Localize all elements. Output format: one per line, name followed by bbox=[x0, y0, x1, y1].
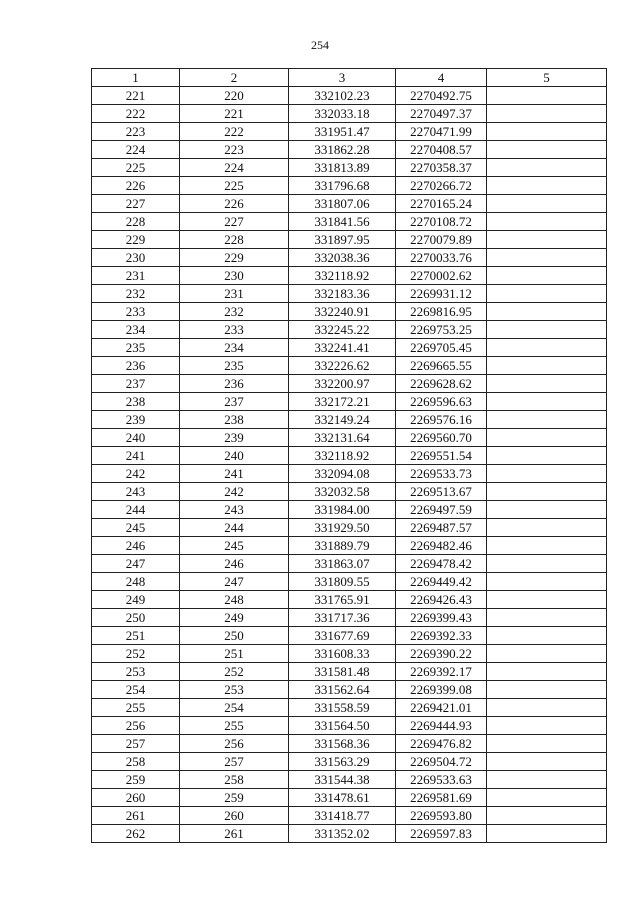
table-row bbox=[92, 501, 607, 519]
x-coordinate-cell: 332033.18 bbox=[289, 105, 396, 123]
previous-point-cell: 236 bbox=[180, 375, 289, 393]
table-row bbox=[92, 681, 607, 699]
point-number-cell: 244 bbox=[92, 501, 180, 519]
point-number-cell: 222 bbox=[92, 105, 180, 123]
table-row bbox=[92, 105, 607, 123]
y-coordinate-cell: 2269513.67 bbox=[396, 483, 487, 501]
x-coordinate-cell: 331765.91 bbox=[289, 591, 396, 609]
x-coordinate-cell: 331862.28 bbox=[289, 141, 396, 159]
table-row bbox=[92, 465, 607, 483]
x-coordinate-cell: 332241.41 bbox=[289, 339, 396, 357]
column-header-5: 5 bbox=[487, 69, 607, 87]
y-coordinate-cell: 2269497.59 bbox=[396, 501, 487, 519]
y-coordinate-cell: 2269597.83 bbox=[396, 825, 487, 843]
previous-point-cell: 246 bbox=[180, 555, 289, 573]
note-cell bbox=[487, 429, 607, 447]
x-coordinate-cell: 331563.29 bbox=[289, 753, 396, 771]
y-coordinate-cell: 2269476.82 bbox=[396, 735, 487, 753]
note-cell bbox=[487, 573, 607, 591]
y-coordinate-cell: 2269576.16 bbox=[396, 411, 487, 429]
previous-point-cell: 241 bbox=[180, 465, 289, 483]
note-cell bbox=[487, 501, 607, 519]
table-row bbox=[92, 609, 607, 627]
previous-point-cell: 235 bbox=[180, 357, 289, 375]
previous-point-cell: 250 bbox=[180, 627, 289, 645]
note-cell bbox=[487, 141, 607, 159]
table-row bbox=[92, 177, 607, 195]
x-coordinate-cell: 332149.24 bbox=[289, 411, 396, 429]
table-row bbox=[92, 699, 607, 717]
previous-point-cell: 259 bbox=[180, 789, 289, 807]
y-coordinate-cell: 2270108.72 bbox=[396, 213, 487, 231]
table-row bbox=[92, 159, 607, 177]
point-number-cell: 245 bbox=[92, 519, 180, 537]
note-cell bbox=[487, 321, 607, 339]
table-row bbox=[92, 627, 607, 645]
x-coordinate-cell: 332172.21 bbox=[289, 393, 396, 411]
y-coordinate-cell: 2269399.08 bbox=[396, 681, 487, 699]
x-coordinate-cell: 332102.23 bbox=[289, 87, 396, 105]
x-coordinate-cell: 331841.56 bbox=[289, 213, 396, 231]
table-row bbox=[92, 321, 607, 339]
table-row bbox=[92, 249, 607, 267]
previous-point-cell: 233 bbox=[180, 321, 289, 339]
point-number-cell: 235 bbox=[92, 339, 180, 357]
point-number-cell: 228 bbox=[92, 213, 180, 231]
x-coordinate-cell: 331478.61 bbox=[289, 789, 396, 807]
point-number-cell: 247 bbox=[92, 555, 180, 573]
table-row bbox=[92, 771, 607, 789]
previous-point-cell: 225 bbox=[180, 177, 289, 195]
x-coordinate-cell: 331863.07 bbox=[289, 555, 396, 573]
x-coordinate-cell: 332245.22 bbox=[289, 321, 396, 339]
previous-point-cell: 252 bbox=[180, 663, 289, 681]
y-coordinate-cell: 2270492.75 bbox=[396, 87, 487, 105]
y-coordinate-cell: 2270471.99 bbox=[396, 123, 487, 141]
point-number-cell: 242 bbox=[92, 465, 180, 483]
y-coordinate-cell: 2270165.24 bbox=[396, 195, 487, 213]
y-coordinate-cell: 2269504.72 bbox=[396, 753, 487, 771]
previous-point-cell: 256 bbox=[180, 735, 289, 753]
previous-point-cell: 232 bbox=[180, 303, 289, 321]
point-number-cell: 262 bbox=[92, 825, 180, 843]
y-coordinate-cell: 2269449.42 bbox=[396, 573, 487, 591]
table-row bbox=[92, 663, 607, 681]
point-number-cell: 236 bbox=[92, 357, 180, 375]
table-row bbox=[92, 735, 607, 753]
point-number-cell: 246 bbox=[92, 537, 180, 555]
previous-point-cell: 228 bbox=[180, 231, 289, 249]
y-coordinate-cell: 2269753.25 bbox=[396, 321, 487, 339]
y-coordinate-cell: 2269482.46 bbox=[396, 537, 487, 555]
coordinates-table bbox=[91, 68, 607, 843]
previous-point-cell: 254 bbox=[180, 699, 289, 717]
table-row bbox=[92, 87, 607, 105]
table-row bbox=[92, 717, 607, 735]
point-number-cell: 259 bbox=[92, 771, 180, 789]
table-row bbox=[92, 285, 607, 303]
y-coordinate-cell: 2269705.45 bbox=[396, 339, 487, 357]
note-cell bbox=[487, 285, 607, 303]
note-cell bbox=[487, 735, 607, 753]
note-cell bbox=[487, 645, 607, 663]
y-coordinate-cell: 2270033.76 bbox=[396, 249, 487, 267]
x-coordinate-cell: 331897.95 bbox=[289, 231, 396, 249]
point-number-cell: 231 bbox=[92, 267, 180, 285]
x-coordinate-cell: 332118.92 bbox=[289, 267, 396, 285]
note-cell bbox=[487, 789, 607, 807]
table-row bbox=[92, 429, 607, 447]
point-number-cell: 252 bbox=[92, 645, 180, 663]
table-row bbox=[92, 357, 607, 375]
point-number-cell: 253 bbox=[92, 663, 180, 681]
previous-point-cell: 240 bbox=[180, 447, 289, 465]
y-coordinate-cell: 2269533.63 bbox=[396, 771, 487, 789]
x-coordinate-cell: 331568.36 bbox=[289, 735, 396, 753]
point-number-cell: 254 bbox=[92, 681, 180, 699]
x-coordinate-cell: 331564.50 bbox=[289, 717, 396, 735]
previous-point-cell: 234 bbox=[180, 339, 289, 357]
table-row bbox=[92, 339, 607, 357]
y-coordinate-cell: 2269399.43 bbox=[396, 609, 487, 627]
previous-point-cell: 230 bbox=[180, 267, 289, 285]
previous-point-cell: 244 bbox=[180, 519, 289, 537]
table-body bbox=[92, 87, 607, 843]
point-number-cell: 232 bbox=[92, 285, 180, 303]
x-coordinate-cell: 331813.89 bbox=[289, 159, 396, 177]
y-coordinate-cell: 2269487.57 bbox=[396, 519, 487, 537]
table-row bbox=[92, 537, 607, 555]
x-coordinate-cell: 331717.36 bbox=[289, 609, 396, 627]
y-coordinate-cell: 2269392.17 bbox=[396, 663, 487, 681]
note-cell bbox=[487, 483, 607, 501]
x-coordinate-cell: 332200.97 bbox=[289, 375, 396, 393]
table-row bbox=[92, 519, 607, 537]
x-coordinate-cell: 332183.36 bbox=[289, 285, 396, 303]
note-cell bbox=[487, 249, 607, 267]
note-cell bbox=[487, 177, 607, 195]
previous-point-cell: 231 bbox=[180, 285, 289, 303]
y-coordinate-cell: 2269581.69 bbox=[396, 789, 487, 807]
table-row bbox=[92, 645, 607, 663]
table-row bbox=[92, 267, 607, 285]
note-cell bbox=[487, 555, 607, 573]
point-number-cell: 261 bbox=[92, 807, 180, 825]
note-cell bbox=[487, 195, 607, 213]
previous-point-cell: 224 bbox=[180, 159, 289, 177]
y-coordinate-cell: 2270266.72 bbox=[396, 177, 487, 195]
y-coordinate-cell: 2269444.93 bbox=[396, 717, 487, 735]
point-number-cell: 256 bbox=[92, 717, 180, 735]
table-row bbox=[92, 807, 607, 825]
previous-point-cell: 247 bbox=[180, 573, 289, 591]
previous-point-cell: 253 bbox=[180, 681, 289, 699]
x-coordinate-cell: 332131.64 bbox=[289, 429, 396, 447]
y-coordinate-cell: 2270079.89 bbox=[396, 231, 487, 249]
x-coordinate-cell: 331608.33 bbox=[289, 645, 396, 663]
x-coordinate-cell: 331889.79 bbox=[289, 537, 396, 555]
note-cell bbox=[487, 519, 607, 537]
note-cell bbox=[487, 591, 607, 609]
note-cell bbox=[487, 213, 607, 231]
previous-point-cell: 251 bbox=[180, 645, 289, 663]
x-coordinate-cell: 332240.91 bbox=[289, 303, 396, 321]
previous-point-cell: 227 bbox=[180, 213, 289, 231]
point-number-cell: 225 bbox=[92, 159, 180, 177]
table-row bbox=[92, 303, 607, 321]
note-cell bbox=[487, 303, 607, 321]
point-number-cell: 224 bbox=[92, 141, 180, 159]
point-number-cell: 255 bbox=[92, 699, 180, 717]
table-row bbox=[92, 141, 607, 159]
note-cell bbox=[487, 123, 607, 141]
x-coordinate-cell: 331951.47 bbox=[289, 123, 396, 141]
y-coordinate-cell: 2270002.62 bbox=[396, 267, 487, 285]
previous-point-cell: 243 bbox=[180, 501, 289, 519]
table-row bbox=[92, 555, 607, 573]
note-cell bbox=[487, 771, 607, 789]
point-number-cell: 233 bbox=[92, 303, 180, 321]
x-coordinate-cell: 331929.50 bbox=[289, 519, 396, 537]
note-cell bbox=[487, 339, 607, 357]
y-coordinate-cell: 2269596.63 bbox=[396, 393, 487, 411]
point-number-cell: 229 bbox=[92, 231, 180, 249]
point-number-cell: 243 bbox=[92, 483, 180, 501]
note-cell bbox=[487, 627, 607, 645]
table-row bbox=[92, 375, 607, 393]
x-coordinate-cell: 331352.02 bbox=[289, 825, 396, 843]
previous-point-cell: 226 bbox=[180, 195, 289, 213]
point-number-cell: 248 bbox=[92, 573, 180, 591]
point-number-cell: 258 bbox=[92, 753, 180, 771]
note-cell bbox=[487, 447, 607, 465]
point-number-cell: 223 bbox=[92, 123, 180, 141]
column-header-1: 1 bbox=[92, 69, 180, 87]
y-coordinate-cell: 2269426.43 bbox=[396, 591, 487, 609]
y-coordinate-cell: 2269421.01 bbox=[396, 699, 487, 717]
point-number-cell: 221 bbox=[92, 87, 180, 105]
previous-point-cell: 222 bbox=[180, 123, 289, 141]
note-cell bbox=[487, 105, 607, 123]
note-cell bbox=[487, 393, 607, 411]
y-coordinate-cell: 2269628.62 bbox=[396, 375, 487, 393]
x-coordinate-cell: 331984.00 bbox=[289, 501, 396, 519]
table-row bbox=[92, 123, 607, 141]
note-cell bbox=[487, 717, 607, 735]
previous-point-cell: 257 bbox=[180, 753, 289, 771]
table-row bbox=[92, 573, 607, 591]
table-row bbox=[92, 483, 607, 501]
point-number-cell: 238 bbox=[92, 393, 180, 411]
note-cell bbox=[487, 375, 607, 393]
note-cell bbox=[487, 357, 607, 375]
previous-point-cell: 239 bbox=[180, 429, 289, 447]
point-number-cell: 240 bbox=[92, 429, 180, 447]
note-cell bbox=[487, 753, 607, 771]
x-coordinate-cell: 331796.68 bbox=[289, 177, 396, 195]
previous-point-cell: 229 bbox=[180, 249, 289, 267]
note-cell bbox=[487, 159, 607, 177]
previous-point-cell: 261 bbox=[180, 825, 289, 843]
previous-point-cell: 248 bbox=[180, 591, 289, 609]
column-header-2: 2 bbox=[180, 69, 289, 87]
y-coordinate-cell: 2269533.73 bbox=[396, 465, 487, 483]
point-number-cell: 230 bbox=[92, 249, 180, 267]
point-number-cell: 226 bbox=[92, 177, 180, 195]
point-number-cell: 249 bbox=[92, 591, 180, 609]
table-row bbox=[92, 195, 607, 213]
column-header-3: 3 bbox=[289, 69, 396, 87]
page-number: 254 bbox=[311, 38, 329, 52]
x-coordinate-cell: 332226.62 bbox=[289, 357, 396, 375]
column-header-4: 4 bbox=[396, 69, 487, 87]
y-coordinate-cell: 2269478.42 bbox=[396, 555, 487, 573]
point-number-cell: 251 bbox=[92, 627, 180, 645]
note-cell bbox=[487, 825, 607, 843]
note-cell bbox=[487, 87, 607, 105]
previous-point-cell: 245 bbox=[180, 537, 289, 555]
previous-point-cell: 249 bbox=[180, 609, 289, 627]
y-coordinate-cell: 2269392.33 bbox=[396, 627, 487, 645]
point-number-cell: 227 bbox=[92, 195, 180, 213]
previous-point-cell: 221 bbox=[180, 105, 289, 123]
note-cell bbox=[487, 465, 607, 483]
note-cell bbox=[487, 267, 607, 285]
note-cell bbox=[487, 681, 607, 699]
note-cell bbox=[487, 537, 607, 555]
note-cell bbox=[487, 411, 607, 429]
point-number-cell: 239 bbox=[92, 411, 180, 429]
y-coordinate-cell: 2270358.37 bbox=[396, 159, 487, 177]
previous-point-cell: 220 bbox=[180, 87, 289, 105]
note-cell bbox=[487, 807, 607, 825]
x-coordinate-cell: 332118.92 bbox=[289, 447, 396, 465]
y-coordinate-cell: 2269390.22 bbox=[396, 645, 487, 663]
table-row bbox=[92, 789, 607, 807]
previous-point-cell: 237 bbox=[180, 393, 289, 411]
note-cell bbox=[487, 663, 607, 681]
point-number-cell: 237 bbox=[92, 375, 180, 393]
x-coordinate-cell: 331544.38 bbox=[289, 771, 396, 789]
y-coordinate-cell: 2269816.95 bbox=[396, 303, 487, 321]
table-row bbox=[92, 753, 607, 771]
table-row bbox=[92, 591, 607, 609]
y-coordinate-cell: 2269593.80 bbox=[396, 807, 487, 825]
x-coordinate-cell: 331677.69 bbox=[289, 627, 396, 645]
table-row bbox=[92, 393, 607, 411]
x-coordinate-cell: 331581.48 bbox=[289, 663, 396, 681]
note-cell bbox=[487, 231, 607, 249]
point-number-cell: 260 bbox=[92, 789, 180, 807]
x-coordinate-cell: 331807.06 bbox=[289, 195, 396, 213]
note-cell bbox=[487, 609, 607, 627]
y-coordinate-cell: 2269551.54 bbox=[396, 447, 487, 465]
table-row bbox=[92, 231, 607, 249]
y-coordinate-cell: 2269560.70 bbox=[396, 429, 487, 447]
x-coordinate-cell: 332094.08 bbox=[289, 465, 396, 483]
y-coordinate-cell: 2269931.12 bbox=[396, 285, 487, 303]
previous-point-cell: 223 bbox=[180, 141, 289, 159]
point-number-cell: 234 bbox=[92, 321, 180, 339]
table-header-row bbox=[92, 69, 607, 87]
table-row bbox=[92, 213, 607, 231]
table-row bbox=[92, 411, 607, 429]
y-coordinate-cell: 2269665.55 bbox=[396, 357, 487, 375]
y-coordinate-cell: 2270408.57 bbox=[396, 141, 487, 159]
point-number-cell: 250 bbox=[92, 609, 180, 627]
previous-point-cell: 260 bbox=[180, 807, 289, 825]
point-number-cell: 257 bbox=[92, 735, 180, 753]
y-coordinate-cell: 2270497.37 bbox=[396, 105, 487, 123]
x-coordinate-cell: 331418.77 bbox=[289, 807, 396, 825]
point-number-cell: 241 bbox=[92, 447, 180, 465]
previous-point-cell: 258 bbox=[180, 771, 289, 789]
table-row bbox=[92, 825, 607, 843]
x-coordinate-cell: 331558.59 bbox=[289, 699, 396, 717]
x-coordinate-cell: 332038.36 bbox=[289, 249, 396, 267]
table-row bbox=[92, 447, 607, 465]
previous-point-cell: 242 bbox=[180, 483, 289, 501]
x-coordinate-cell: 331809.55 bbox=[289, 573, 396, 591]
previous-point-cell: 238 bbox=[180, 411, 289, 429]
note-cell bbox=[487, 699, 607, 717]
previous-point-cell: 255 bbox=[180, 717, 289, 735]
x-coordinate-cell: 331562.64 bbox=[289, 681, 396, 699]
x-coordinate-cell: 332032.58 bbox=[289, 483, 396, 501]
